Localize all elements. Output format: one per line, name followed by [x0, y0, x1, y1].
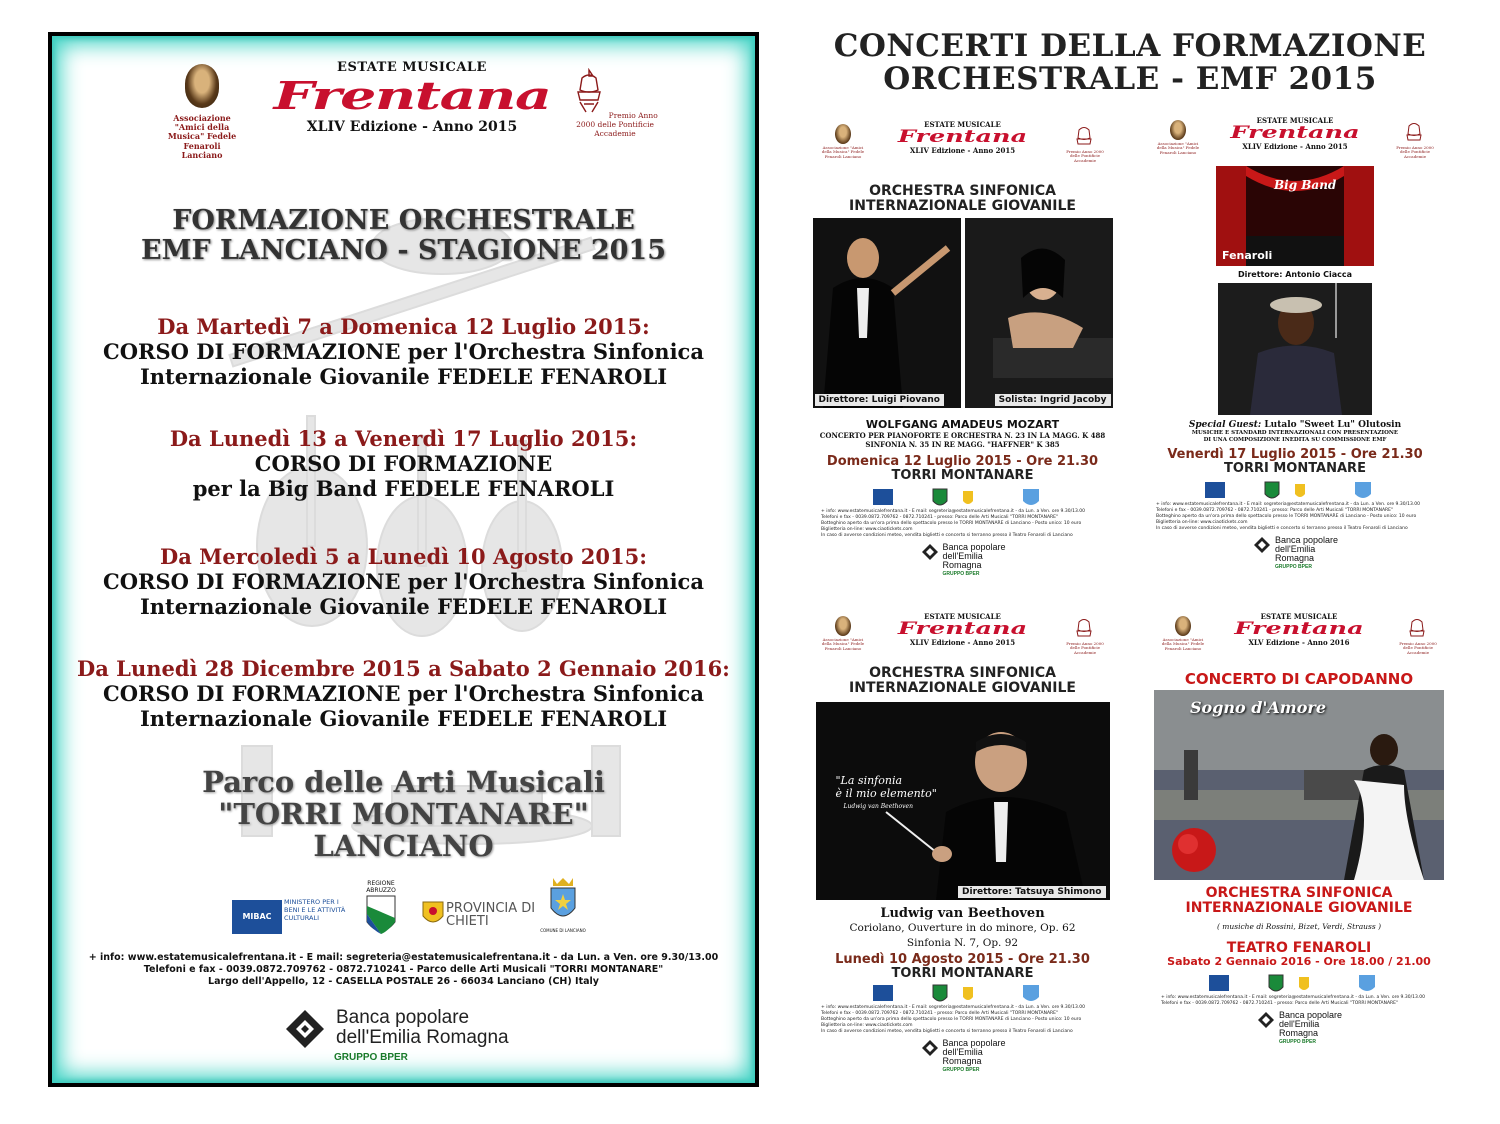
program-item: MUSICHE E STANDARD INTERNAZIONALI CON PRESENTAZIONE	[1191, 430, 1399, 436]
fine-line: Botteghino aperto da un'ora prima dello spettacolo presso le TORRI MONTANARE di Lanciano - Posto unico: 10 euro	[821, 1017, 1082, 1022]
venue-block	[52, 766, 755, 862]
comune-text: COMUNE DI LANCIANO	[540, 928, 586, 933]
program-item: CONCERTO PER PIANOFORTE E ORCHESTRA N. 23 IN LA MAGG. K 488	[819, 431, 1106, 440]
big-band-fenaroli: Fenaroli	[1222, 249, 1273, 262]
orchestra-name	[1145, 886, 1453, 916]
mini-series: ESTATE MUSICALE	[1260, 612, 1338, 621]
poster-title	[52, 206, 755, 266]
mini-logo: Frentana	[897, 127, 1028, 147]
mibac-text: MIBAC	[242, 912, 272, 921]
main-poster-inner	[52, 36, 755, 1083]
mini-edition: XLIV Edizione - Anno 2015	[1242, 142, 1348, 151]
info-line: Telefoni e fax - 0039.0872.709762 - 0872.710241 - Parco delle Arti Musicali "TORRI MONTANARE"	[143, 964, 664, 975]
program-item: ( musiche di Rossini, Bizet, Verdi, Strauss )	[1216, 922, 1382, 931]
papal-tiara-icon	[572, 68, 606, 114]
papal-tiara-icon	[1404, 120, 1424, 146]
concert-date: Lunedì 10 Agosto 2015 - Ore 21.30	[835, 952, 1090, 967]
mini-fine-print	[805, 1005, 1120, 1035]
mini-bank-line2: dell'Emilia Romagna	[942, 551, 983, 570]
mini-series: ESTATE MUSICALE	[1256, 116, 1334, 125]
papal-tiara-icon	[1074, 616, 1094, 642]
fine-line: + info: www.estatemusicalefrentana.it - E mail: segreteria@estatemusicalefrentana.it - da Lun. a Ven. ore 9.30/13.00	[821, 509, 1085, 514]
bper-logo-icon	[1257, 1011, 1275, 1029]
fine-line: Telefoni e fax - 0039.0872.709762 - 0872.710241 - presso: Parco delle Arti Musicali "TORRI MONTANARE"	[1156, 508, 1394, 513]
fine-line: + info: www.estatemusicalefrentana.it - E mail: segreteria@estatemusicalefrentana.it - da Lun. a Ven. ore 9.30/13.00	[1156, 502, 1420, 507]
program-item: DI UNA COMPOSIZIONE INEDITA SU COMMISSIONE EMF	[1203, 437, 1387, 443]
papal-award-text: Premio Anno 2000 delle Pontificie Accademie	[576, 111, 658, 138]
orchestra-line1: ORCHESTRA SINFONICA	[869, 665, 1056, 681]
mini-fine-print	[1145, 995, 1453, 1007]
course-line: Internazionale Giovanile FEDELE FENAROLI	[139, 594, 668, 619]
bper-logo-icon	[1253, 536, 1271, 554]
fine-line: In caso di avverse condizioni meteo, vendita biglietti e concerto si terranno presso il Teatro Fenaroli di Lanciano	[1156, 526, 1408, 531]
big-band-label: Big Band	[1274, 178, 1337, 192]
fine-line: + info: www.estatemusicalefrentana.it - E mail: segreteria@estatemusicalefrentana.it - da Lun. a Ven. ore 9.30/13.00	[821, 1005, 1085, 1010]
composer: WOLFGANG AMADEUS MOZART	[865, 418, 1060, 431]
comune-logo	[538, 876, 588, 933]
papal-award	[570, 68, 660, 138]
fine-line: Biglietteria on-line: www.ciaotickets.com	[821, 527, 913, 532]
orchestra-line2: INTERNAZIONALE GIOVANILE	[1185, 900, 1413, 916]
mini-association: Associazione "Amici della Musica" Fedele Fenaroli Lanciano	[1161, 637, 1205, 651]
big-band-logo	[1216, 166, 1374, 266]
mini-logo: Frentana	[897, 619, 1028, 639]
mini-header	[1145, 612, 1453, 662]
concert-venue: TEATRO FENAROLI	[1226, 940, 1372, 956]
conductor-and-pianist-photo	[813, 218, 1113, 408]
quote-author: Ludwig van Beethoven	[843, 803, 913, 810]
mini-logo: Frentana	[1234, 619, 1364, 639]
edition-label: XLIV Edizione - Anno 2015	[306, 119, 518, 135]
regione-logo	[356, 880, 406, 942]
conductor-caption: Direttore: Tatsuya Shimono	[958, 886, 1105, 898]
main-poster	[48, 32, 759, 1087]
composer: Ludwig van Beethoven	[880, 906, 1045, 921]
program-item: SINFONIA N. 35 IN RE MAGG. "HAFFNER" K 385	[865, 440, 1060, 449]
sponsor-logos-strip	[873, 487, 1053, 509]
concerts-title-line1: CONCERTI DELLA FORMAZIONE	[833, 28, 1427, 64]
concert-poster-3	[805, 612, 1120, 1082]
orchestra-name	[805, 184, 1120, 214]
orchestra-line1: ORCHESTRA SINFONICA	[869, 183, 1056, 199]
mini-sponsor-logos	[1209, 973, 1389, 995]
mibac-logo	[232, 900, 282, 934]
program-item: Coriolano, Ouverture in do minore, Op. 62	[849, 922, 1076, 934]
mini-bank-group: GRUPPO BPER	[942, 1067, 980, 1073]
bper-logo-icon	[921, 1039, 939, 1057]
mini-bank-line1: Banca popolare	[942, 542, 1006, 552]
mini-bank-group: GRUPPO BPER	[942, 571, 980, 577]
regione-text: REGIONE ABRUZZO	[366, 880, 396, 894]
fine-line: + info: www.estatemusicalefrentana.it - E mail: segreteria@estatemusicalefrentana.it - da Lun. a Ven. ore 9.30/13.00	[1161, 995, 1425, 1000]
capodanno-title: CONCERTO DI CAPODANNO	[1184, 670, 1414, 688]
mini-header	[1140, 116, 1450, 166]
course-line: Internazionale Giovanile FEDELE FENAROLI	[139, 364, 668, 389]
festival-brand	[262, 60, 562, 135]
guest-photo	[1218, 283, 1372, 415]
bank-name	[336, 1008, 509, 1048]
papal-tiara-icon	[1074, 124, 1094, 150]
beethoven-quote	[836, 774, 937, 813]
course-block	[52, 544, 755, 619]
mini-sponsor-logos	[873, 487, 1053, 509]
fine-line: In caso di avverse condizioni meteo, vendita biglietti e concerto si terranno presso il Teatro Fenaroli di Lanciano	[821, 1029, 1073, 1034]
conductor-photo	[816, 702, 1110, 900]
mini-bank-line1: Banca popolare	[1275, 535, 1339, 545]
mini-fine-print	[1140, 502, 1450, 532]
mini-bank-group: GRUPPO BPER	[1275, 564, 1312, 570]
course-block	[52, 314, 755, 389]
concert-date: Sabato 2 Gennaio 2016 - Ore 18.00 / 21.00	[1167, 955, 1431, 968]
mini-bank-line2: dell'Emilia Romagna	[942, 1047, 983, 1066]
mini-brand	[875, 120, 1050, 155]
mini-association: Associazione "Amici della Musica" Fedele Fenaroli Lanciano	[821, 145, 865, 159]
fine-line: In caso di avverse condizioni meteo, vendita biglietti e concerto si terranno presso il Teatro Fenaroli di Lanciano	[821, 533, 1073, 538]
bank-line2: dell'Emilia Romagna	[336, 1027, 509, 1048]
mini-header	[805, 612, 1120, 662]
mini-papal: Premio Anno 2000 delle Pontificie Accademie	[1396, 145, 1434, 159]
orchestra-line1: ORCHESTRA SINFONICA	[1205, 885, 1393, 901]
course-line: CORSO DI FORMAZIONE per l'Orchestra Sinfonica	[103, 569, 704, 594]
course-line: CORSO DI FORMAZIONE	[254, 451, 553, 476]
course-line: per la Big Band FEDELE FENAROLI	[192, 476, 615, 501]
mini-fine-print	[805, 509, 1120, 539]
fine-line: Telefoni e fax - 0039.0872.709762 - 0872.710241 - presso: Parco delle Arti Musicali "TORRI MONTANARE"	[821, 1011, 1059, 1016]
quote-line2: è il mio elemento"	[835, 787, 937, 800]
bank-line1: Banca popolare	[336, 1007, 470, 1028]
course-line: Internazionale Giovanile FEDELE FENAROLI	[139, 706, 668, 731]
band-director: Direttore: Antonio Ciacca	[1237, 270, 1353, 279]
mini-papal: Premio Anno 2000 delle Pontificie Accademie	[1066, 149, 1104, 163]
bper-logo-icon	[282, 1006, 328, 1052]
mini-bank	[903, 543, 1023, 579]
sponsor-logos-strip	[873, 983, 1053, 1005]
concert-poster-2	[1140, 116, 1450, 596]
mini-header	[805, 120, 1120, 170]
mini-sponsor-logos	[873, 983, 1053, 1005]
dancing-couple-image	[1154, 690, 1444, 880]
mini-brand	[875, 612, 1050, 647]
special-guest-name: Lutalo "Sweet Lu" Olutosin	[1264, 420, 1402, 430]
mini-logo: Frentana	[1230, 123, 1360, 143]
mini-papal: Premio Anno 2000 delle Pontificie Accademie	[1399, 641, 1437, 655]
concert-poster-4	[1145, 612, 1453, 1082]
course-dates: Da Mercoledì 5 a Lunedì 10 Agosto 2015:	[160, 544, 647, 569]
sponsor-logos-strip	[1205, 480, 1385, 502]
course-block	[52, 656, 755, 731]
mini-bank-line2: dell'Emilia Romagna	[1275, 544, 1316, 563]
performer-photos	[813, 218, 1113, 408]
singer-photo	[1218, 283, 1372, 415]
mini-brand	[1210, 116, 1380, 151]
mini-bank	[1235, 536, 1355, 572]
concert-venue: TORRI MONTANARE	[1224, 461, 1366, 476]
fine-line: Biglietteria on-line: www.ciaotickets.com	[1156, 520, 1248, 525]
mini-bank-line1: Banca popolare	[942, 1038, 1006, 1048]
mini-bank-line1: Banca popolare	[1279, 1010, 1343, 1020]
course-block	[52, 426, 755, 501]
special-guest-label: Special Guest:	[1188, 420, 1262, 430]
poster-title-line2: EMF LANCIANO - STAGIONE 2015	[141, 235, 666, 266]
contact-info	[52, 952, 755, 988]
course-line: CORSO DI FORMAZIONE per l'Orchestra Sinfonica	[103, 339, 704, 364]
fine-line: Telefoni e fax - 0039.0872.709762 - 0872.710241 - presso: Parco delle Arti Musicali "TORRI MONTANARE"	[1161, 1001, 1399, 1006]
mini-series: ESTATE MUSICALE	[924, 612, 1001, 621]
poster-title-line1: FORMAZIONE ORCHESTRALE	[172, 205, 635, 236]
mini-brand	[1215, 612, 1383, 647]
concert-date: Domenica 12 Luglio 2015 - Ore 21.30	[826, 454, 1099, 469]
provincia-shield-icon	[422, 898, 444, 928]
fine-line: Botteghino aperto da un'ora prima dello spettacolo presso le TORRI MONTANARE di Lanciano - Posto unico: 10 euro	[1156, 514, 1417, 519]
ministero-text: MINISTERO PER I BENI E LE ATTIVITÀ CULTURALI	[284, 898, 346, 922]
mini-sponsor-logos	[1205, 480, 1385, 502]
papal-tiara-icon	[1407, 616, 1427, 642]
concert-venue: TORRI MONTANARE	[891, 966, 1034, 981]
venue-line3: LANCIANO	[313, 829, 494, 863]
concert-venue: TORRI MONTANARE	[891, 468, 1034, 483]
fine-line: Biglietteria on-line: www.ciaotickets.com	[821, 1023, 913, 1028]
mini-bank-group: GRUPPO BPER	[1279, 1039, 1316, 1045]
mini-association: Associazione "Amici della Musica" Fedele Fenaroli Lanciano	[821, 637, 865, 651]
sogno-amore-title: Sogno d'Amore	[1190, 698, 1326, 717]
course-dates: Da Lunedì 13 a Venerdì 17 Luglio 2015:	[169, 426, 638, 451]
frentana-logo: Frentana	[273, 73, 551, 118]
mini-edition: XLV Edizione - Anno 2016	[1248, 638, 1350, 647]
mini-bank	[903, 1039, 1023, 1075]
course-dates: Da Martedì 7 a Domenica 12 Luglio 2015:	[157, 314, 650, 339]
mini-edition: XLIV Edizione - Anno 2015	[909, 638, 1016, 647]
mini-bank	[1239, 1011, 1359, 1047]
concerts-title	[760, 30, 1500, 96]
sponsor-logos-strip	[1209, 973, 1389, 995]
info-line: Largo dell'Appello, 12 - CASELLA POSTALE 26 - 66034 Lanciano (CH) Italy	[208, 976, 599, 987]
course-dates: Da Lunedì 28 Dicembre 2015 a Sabato 2 Gennaio 2016:	[77, 656, 730, 681]
series-label: ESTATE MUSICALE	[337, 60, 487, 75]
venue-line1: Parco delle Arti Musicali	[202, 765, 605, 799]
mini-edition: XLIV Edizione - Anno 2015	[909, 146, 1016, 155]
bank-group: GRUPPO BPER	[334, 1052, 408, 1063]
program-item: Sinfonia N. 7, Op. 92	[906, 937, 1019, 949]
abruzzo-shield-icon	[365, 894, 397, 940]
orchestra-line2: INTERNAZIONALE GIOVANILE	[849, 198, 1076, 214]
mini-papal: Premio Anno 2000 delle Pontificie Accademie	[1066, 641, 1104, 655]
mini-bank-line2: dell'Emilia Romagna	[1279, 1019, 1320, 1038]
concert-poster-1	[805, 120, 1120, 600]
mini-series: ESTATE MUSICALE	[924, 120, 1001, 129]
quote-line1: "La sinfonia	[835, 774, 903, 787]
soloist-caption: Solista: Ingrid Jacoby	[995, 394, 1111, 406]
fine-line: Botteghino aperto da un'ora prima dello spettacolo presso le TORRI MONTANARE di Lanciano - Posto unico: 10 euro	[821, 521, 1082, 526]
info-line: + info: www.estatemusicalefrentana.it - E mail: segreteria@estatemusicalefrentana.it - da Lun. a Ven. ore 9.30/13.00	[88, 952, 719, 963]
lanciano-coat-of-arms-icon	[547, 876, 579, 924]
concerts-title-line2: ORCHESTRALE - EMF 2015	[883, 61, 1377, 97]
concert-date: Venerdì 17 Luglio 2015 - Ore 21.30	[1167, 447, 1423, 462]
orchestra-name	[805, 666, 1120, 696]
sogno-amore-image	[1154, 690, 1444, 880]
mini-association: Associazione "Amici della Musica" Fedele Fenaroli Lanciano	[1156, 141, 1200, 155]
venue-line2: "TORRI MONTANARE"	[218, 797, 589, 831]
association-text: Associazione "Amici della Musica" Fedele Fenaroli Lanciano	[167, 113, 237, 160]
fine-line: Telefoni e fax - 0039.0872.709762 - 0872.710241 - presso: Parco delle Arti Musicali "TORRI MONTANARE"	[821, 515, 1059, 520]
bper-logo-icon	[921, 543, 939, 561]
conductor-caption: Direttore: Luigi Piovano	[815, 394, 944, 406]
course-line: CORSO DI FORMAZIONE per l'Orchestra Sinfonica	[103, 681, 704, 706]
orchestra-line2: INTERNAZIONALE GIOVANILE	[849, 680, 1076, 696]
provincia-text: PROVINCIA DI CHIETI	[446, 901, 536, 929]
special-guest	[1140, 421, 1450, 430]
sponsor-logos	[232, 880, 592, 944]
